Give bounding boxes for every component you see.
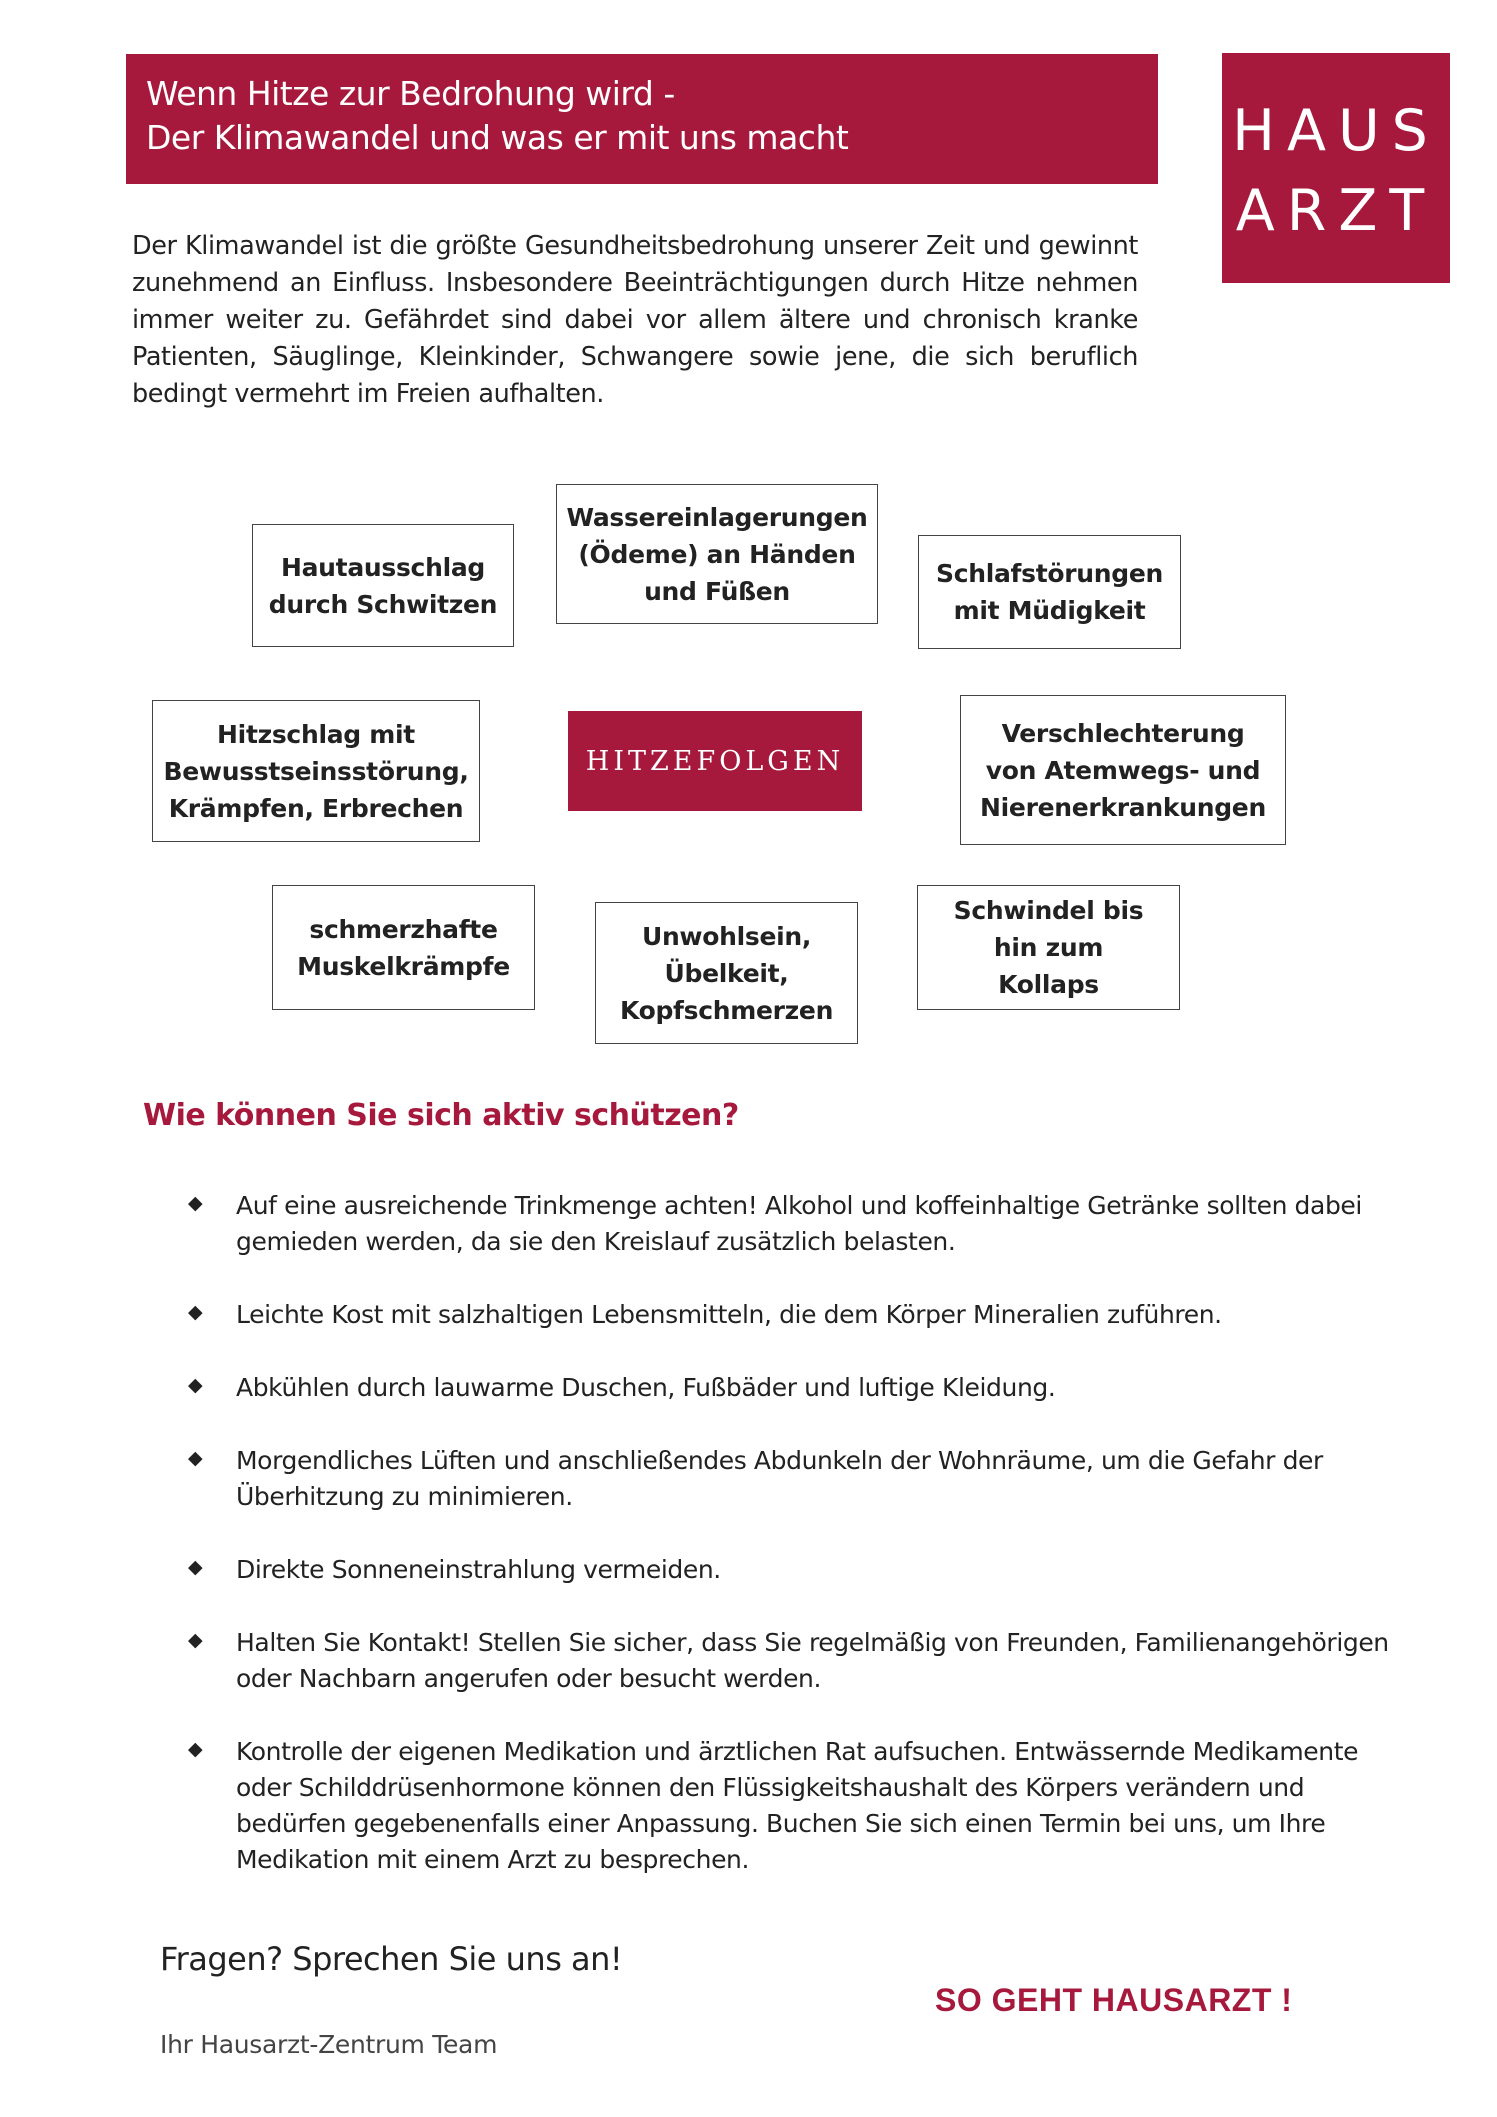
footer-team: Ihr Hausarzt-Zentrum Team <box>160 2030 498 2059</box>
diagram-box-muskelkraempfe: schmerzhafte Muskelkrämpfe <box>272 885 535 1010</box>
diamond-bullet-icon: ◆ <box>188 1630 203 1651</box>
diagram-box-wassereinlagerungen: Wassereinlagerungen (Ödeme) an Händen und Füßen <box>556 484 878 624</box>
logo-line-2: ARZT <box>1235 178 1437 244</box>
diagram-box-hautausschlag: Hautausschlag durch Schwitzen <box>252 524 514 647</box>
list-item-text: Direkte Sonneneinstrahlung vermeiden. <box>236 1555 721 1584</box>
list-item-text: Morgendliches Lüften und anschließendes Abdunkeln der Wohnräume, um die Gefahr der Überhitzung zu minimieren. <box>236 1446 1323 1511</box>
section-heading: Wie können Sie sich aktiv schützen? <box>143 1098 739 1133</box>
list-item-text: Halten Sie Kontakt! Stellen Sie sicher, dass Sie regelmäßig von Freunden, Familienangehörigen oder Nachbarn angerufen oder besucht werden. <box>236 1628 1389 1693</box>
intro-paragraph: Der Klimawandel ist die größte Gesundheitsbedrohung unserer Zeit und gewinnt zunehmend an Einfluss. Insbesondere Beeinträchtigungen durch Hitze nehmen immer weiter zu. Gefährdet sind dabei vor allem ältere und chronisch kranke Patienten, Säuglinge, Kleinkinder, Schwangere sowie jene, die sich beruflich bedingt vermehrt im Freien aufhalten. <box>132 231 1138 409</box>
diagram-box-schlafstoerungen: Schlafstörungen mit Müdigkeit <box>918 535 1181 649</box>
slogan: SO GEHT HAUSARZT ! <box>935 1982 1293 2018</box>
diamond-bullet-icon: ◆ <box>188 1375 203 1396</box>
list-item-text: Auf eine ausreichende Trinkmenge achten! Alkohol und koffeinhaltige Getränke sollten dabei gemieden werden, da sie den Kreislauf zusätzlich belasten. <box>236 1191 1362 1256</box>
diagram-box-unwohlsein: Unwohlsein, Übelkeit, Kopfschmerzen <box>595 902 858 1044</box>
diagram-center-hitzefolgen: HITZEFOLGEN <box>568 711 862 811</box>
diagram-box-hitzschlag: Hitzschlag mit Bewusstseinsstörung, Krämpfen, Erbrechen <box>152 700 480 842</box>
list-item-text: Kontrolle der eigenen Medikation und ärztlichen Rat aufsuchen. Entwässernde Medikamente oder Schilddrüsenhormone können den Flüssigkeitshaushalt des Körpers verändern und bedürfen gegebenenfalls einer Anpassung. Buchen Sie sich einen Termin bei uns, um Ihre Medikation mit einem Arzt zu besprechen. <box>236 1737 1359 1874</box>
diamond-bullet-icon: ◆ <box>188 1557 203 1578</box>
list-item-text: Leichte Kost mit salzhaltigen Lebensmitteln, die dem Körper Mineralien zuführen. <box>236 1300 1222 1329</box>
diagram-box-schwindel: Schwindel bis hin zum Kollaps <box>917 885 1180 1010</box>
diamond-bullet-icon: ◆ <box>188 1448 203 1469</box>
hausarzt-logo <box>1222 53 1450 283</box>
diamond-bullet-icon: ◆ <box>188 1739 203 1760</box>
title-line-2: Der Klimawandel und was er mit uns macht <box>146 118 849 157</box>
footer-question: Fragen? Sprechen Sie uns an! <box>160 1940 623 1978</box>
diamond-bullet-icon: ◆ <box>188 1193 203 1214</box>
list-item-text: Abkühlen durch lauwarme Duschen, Fußbäder und luftige Kleidung. <box>236 1373 1056 1402</box>
title-line-1: Wenn Hitze zur Bedrohung wird - <box>146 74 675 113</box>
logo-line-1: HAUS <box>1232 98 1440 164</box>
diamond-bullet-icon: ◆ <box>188 1302 203 1323</box>
diagram-box-atemwege: Verschlechterung von Atemwegs- und Nierenerkrankungen <box>960 695 1286 845</box>
title-banner <box>126 54 1158 184</box>
